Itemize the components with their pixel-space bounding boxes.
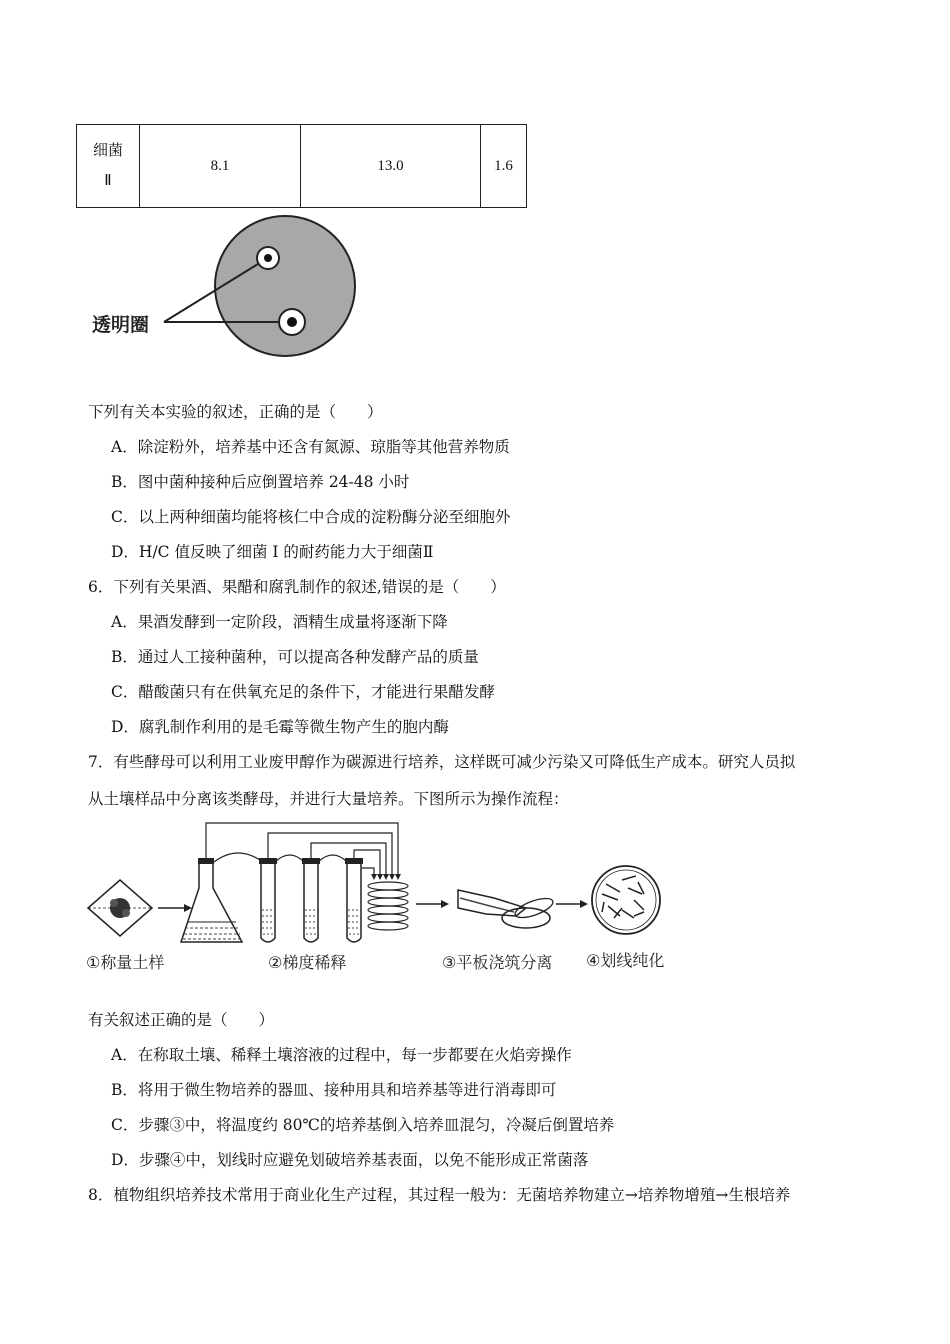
q7-option-c: C．步骤③中，将温度约 80℃的培养基倒入培养皿混匀，冷凝后倒置培养	[111, 1116, 615, 1134]
pour-plate-icon	[458, 890, 555, 928]
q6-option-a: A．果酒发酵到一定阶段，酒精生成量将逐渐下降	[111, 613, 448, 631]
q5-option-c: C．以上两种细菌均能将核仁中合成的淀粉酶分泌至细胞外	[111, 508, 511, 526]
transfer-arc	[275, 855, 304, 862]
q6-stem: 6．下列有关果酒、果醋和腐乳制作的叙述,错误的是（ ）	[88, 578, 506, 596]
flow-label-step4: ④划线纯化	[586, 951, 665, 970]
streak-plate-icon	[592, 866, 660, 934]
q5-option-a: A．除淀粉外，培养基中还含有氮源、琼脂等其他营养物质	[111, 438, 510, 456]
q5-stem: 下列有关本实验的叙述，正确的是（ ）	[88, 403, 383, 421]
flow-label-step2: ②梯度稀释	[268, 953, 347, 972]
q7-option-d: D．步骤④中，划线时应避免划破培养基表面，以免不能形成正常菌落	[111, 1151, 589, 1169]
transfer-arc	[318, 855, 347, 862]
q7-option-b: B．将用于微生物培养的器皿、接种用具和培养基等进行消毒即可	[111, 1081, 557, 1099]
q6-option-d: D．腐乳制作利用的是毛霉等微生物产生的胞内酶	[111, 718, 449, 736]
q7-option-a: A．在称取土壤、稀释土壤溶液的过程中，每一步都要在火焰旁操作	[111, 1046, 572, 1064]
colony-1	[264, 254, 272, 262]
q6-option-b: B．通过人工接种菌种，可以提高各种发酵产品的质量	[111, 648, 479, 666]
arrow-head-icon	[441, 900, 449, 908]
table-row	[77, 125, 527, 208]
q5-option-b: B．图中菌种接种后应倒置培养 24-48 小时	[111, 473, 410, 491]
test-tube-2-icon	[302, 858, 320, 942]
colony-2	[287, 317, 297, 327]
flow-label-step1: ①称量土样	[86, 953, 165, 972]
clear-zone-label: 透明圈	[92, 314, 150, 336]
table-cell-name	[77, 125, 140, 208]
flask-icon	[181, 858, 242, 942]
table-cell: 8.1	[140, 125, 301, 208]
procedure-flow-diagram	[86, 818, 686, 948]
table-cell: 13.0	[301, 125, 481, 208]
arrow-head-icon	[580, 900, 588, 908]
test-tube-3-icon	[345, 858, 363, 942]
row-name-line1: 细菌	[92, 143, 123, 159]
data-table	[76, 124, 527, 208]
row-name-line2: Ⅱ	[104, 173, 112, 189]
transfer-arc	[214, 853, 263, 862]
test-tube-1-icon	[259, 858, 277, 942]
q8-stem: 8．植物组织培养技术常用于商业化生产过程，其过程一般为：无菌培养物建立→培养物增殖→生根培养	[88, 1186, 791, 1204]
q7-stem-line2: 从土壤样品中分离该类酵母，并进行大量培养。下图所示为操作流程：	[88, 790, 569, 808]
table-cell: 1.6	[481, 125, 527, 208]
q5-option-d: D．H/C 值反映了细菌 I 的耐药能力大于细菌Ⅱ	[111, 543, 434, 561]
q7-sub-stem: 有关叙述正确的是（ ）	[88, 1011, 275, 1029]
flow-label-step3: ③平板浇筑分离	[442, 953, 553, 972]
dish-circle	[215, 216, 355, 356]
q6-option-c: C．醋酸菌只有在供氧充足的条件下，才能进行果醋发酵	[111, 683, 495, 701]
q7-stem-line1: 7．有些酵母可以利用工业废甲醇作为碳源进行培养，这样既可减少污染又可降低生产成本。研究人员拟	[88, 753, 796, 771]
plate-stack-icon	[368, 882, 408, 930]
petri-dish-figure	[86, 212, 376, 362]
soil-sample-icon	[88, 880, 152, 936]
